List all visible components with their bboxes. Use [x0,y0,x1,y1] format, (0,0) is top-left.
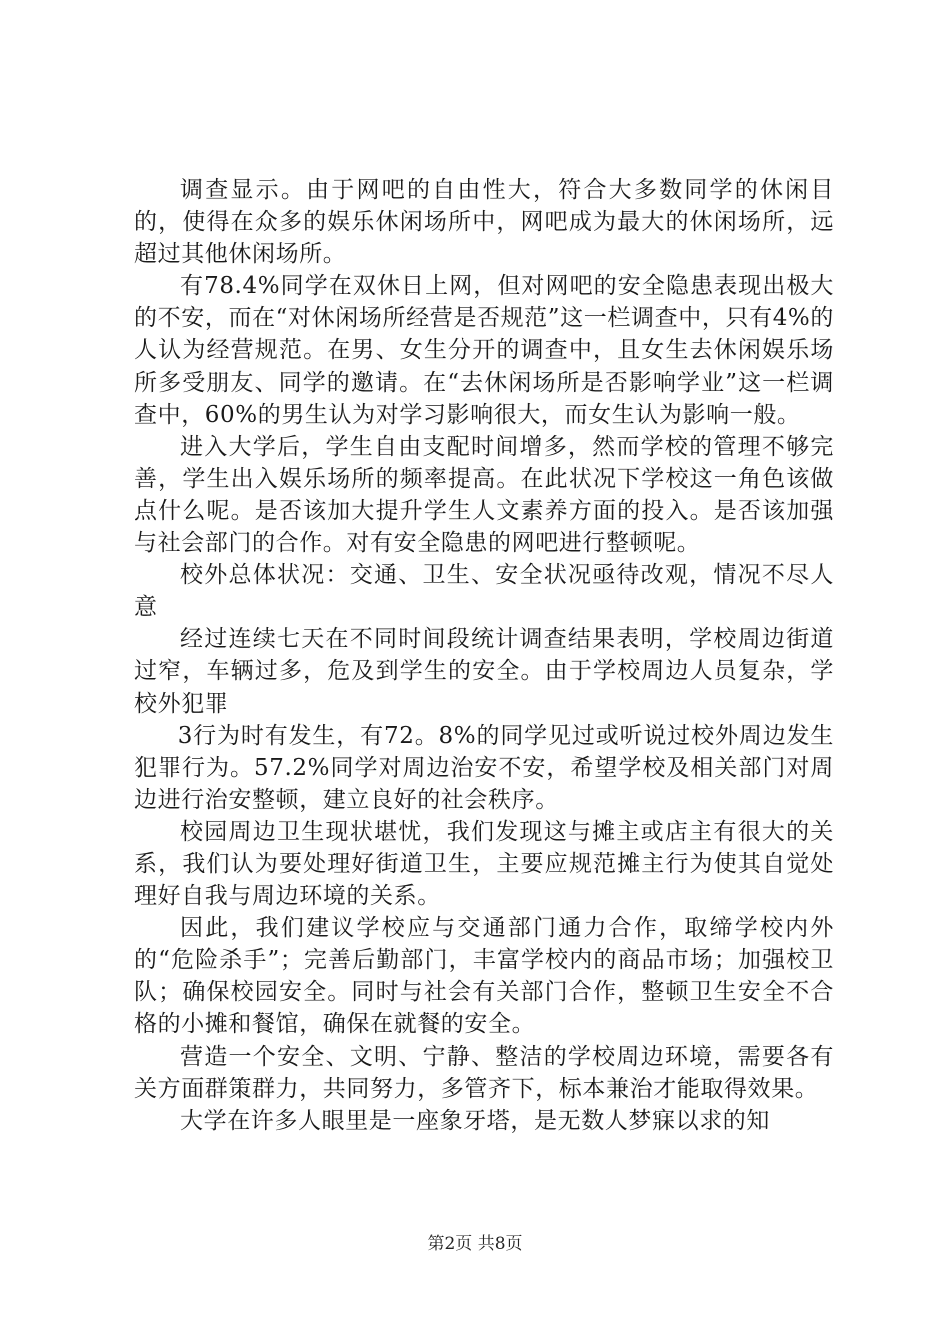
paragraph-weekend-internet: 有78.4%同学在双休日上网，但对网吧的安全隐患表现出极大的不安，而在“对休闲场所经营是否规范”这一栏调查中，只有4%的人认为经营规范。在男、女生分开的调查中，且女生去休闲娱乐场所多受朋友、同学的邀请。在“去休闲场所是否影响学业”这一栏调查中，60%的男生认为对学习影响很大，而女生认为影响一般。 [134,273,834,428]
paragraph-offcampus-overview: 校外总体状况：交通、卫生、安全状况亟待改观，情况不尽人意 [134,562,834,621]
paragraph-crime-statistics: 3行为时有发生，有72。8%的同学见过或听说过校外周边发生犯罪行为。57.2%同学对周边治安不安，希望学校及相关部门对周边进行治安整顿，建立良好的社会秩序。 [134,722,834,813]
paragraph-sanitation: 校园周边卫生现状堪忧，我们发现这与摊主或店主有很大的关系，我们认为要处理好街道卫生，主要应规范摊主行为使其自觉处理好自我与周边环境的关系。 [134,818,834,910]
paragraph-traffic-survey: 经过连续七天在不同时间段统计调查结果表明，学校周边街道过窄，车辆过多，危及到学生的安全。由于学校周边人员复杂，学校外犯罪 [134,626,834,717]
paragraph-recommendations: 因此，我们建议学校应与交通部门通力合作，取缔学校内外的“危险杀手”；完善后勤部门，丰富学校内的商品市场；加强校卫队；确保校园安全。同时与社会有关部门合作，整顿卫生安全不合格的小摊和餐馆，确保在就餐的安全。 [134,915,834,1038]
document-body [134,174,834,1137]
page-number-footer: 第2页 共8页 [427,1234,523,1254]
paragraph-university-management: 进入大学后，学生自由支配时间增多，然而学校的管理不够完善，学生出入娱乐场所的频率提高。在此状况下学校这一角色该做点什么呢。是否该加大提升学生人文素养方面的投入。是否该加强与社会部门的合作。对有安全隐患的网吧进行整顿呢。 [134,433,834,557]
paragraph-environment-goal: 营造一个安全、文明、宁静、整洁的学校周边环境，需要各有关方面群策群力，共同努力，多管齐下，标本兼治才能取得效果。 [134,1043,834,1102]
paragraph-ivory-tower: 大学在许多人眼里是一座象牙塔，是无数人梦寐以求的知 [180,1107,770,1134]
paragraph-survey-result: 调查显示。由于网吧的自由性大，符合大多数同学的休闲目的，使得在众多的娱乐休闲场所中，网吧成为最大的休闲场所，远超过其他休闲场所。 [134,177,834,268]
